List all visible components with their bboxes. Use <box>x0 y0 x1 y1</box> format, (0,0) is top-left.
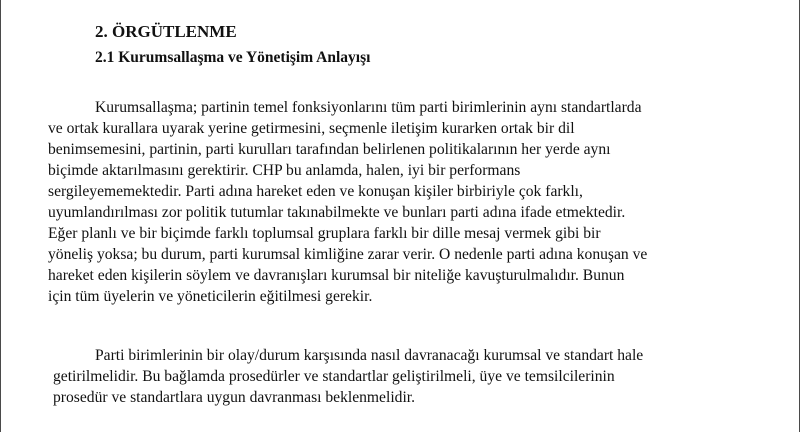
paragraph-line: benimsemesini, partinin, parti kurulları tarafından belirlenen politikalarının her yerde aynı <box>48 141 611 158</box>
paragraph-line: için tüm üyelerin ve yöneticilerin eğitilmesi gerekir. <box>48 288 373 305</box>
paragraph-line: yöneliş yoksa; bu durum, parti kurumsal kimliğine zarar verir. O nedenle parti adına konuşan ve <box>48 246 648 263</box>
paragraph-line: getirilmelidir. Bu bağlamda prosedürler ve standartlar geliştirilmeli, üye ve temsilcilerinin <box>53 368 615 385</box>
paragraph-line: Eğer planlı ve bir biçimde farklı toplumsal gruplara farklı bir dille mesaj vermek gibi bir <box>48 225 601 242</box>
paragraph-line: ve ortak kurallara uyarak yerine getirmesini, seçmenle iletişim kurarken ortak bir dil <box>48 120 575 137</box>
paragraph-line: uyumlandırılması zor politik tutumlar takınabilmekte ve bunları parti adına ifade etmektedir. <box>48 204 626 221</box>
paragraph-parti-birimleri <box>48 345 643 408</box>
section-subtitle: 2.1 Kurumsallaşma ve Yönetişim Anlayışı <box>95 49 371 66</box>
paragraph-line: hareket eden kişilerin söylem ve davranışları kurumsal bir niteliğe kavuşturulmalıdır. Bunun <box>48 267 625 284</box>
paragraph-line: sergileyememektedir. Parti adına hareket eden ve konuşan kişiler birbiriyle çok farklı, <box>48 183 583 200</box>
paragraph-kurumsallasma <box>48 97 647 307</box>
paragraph-line: biçimde aktarılmasını gerektirir. CHP bu anlamda, halen, iyi bir performans <box>48 162 521 179</box>
paragraph-line: Kurumsallaşma; partinin temel fonksiyonlarını tüm parti birimlerinin aynı standartlarda <box>95 99 642 116</box>
paragraph-line: prosedür ve standartlara uygun davranması beklenmelidir. <box>53 389 416 406</box>
paragraph-line: Parti birimlerinin bir olay/durum karşısında nasıl davranacağı kurumsal ve standart hale <box>95 347 644 364</box>
section-title: 2. ÖRGÜTLENME <box>95 22 237 41</box>
